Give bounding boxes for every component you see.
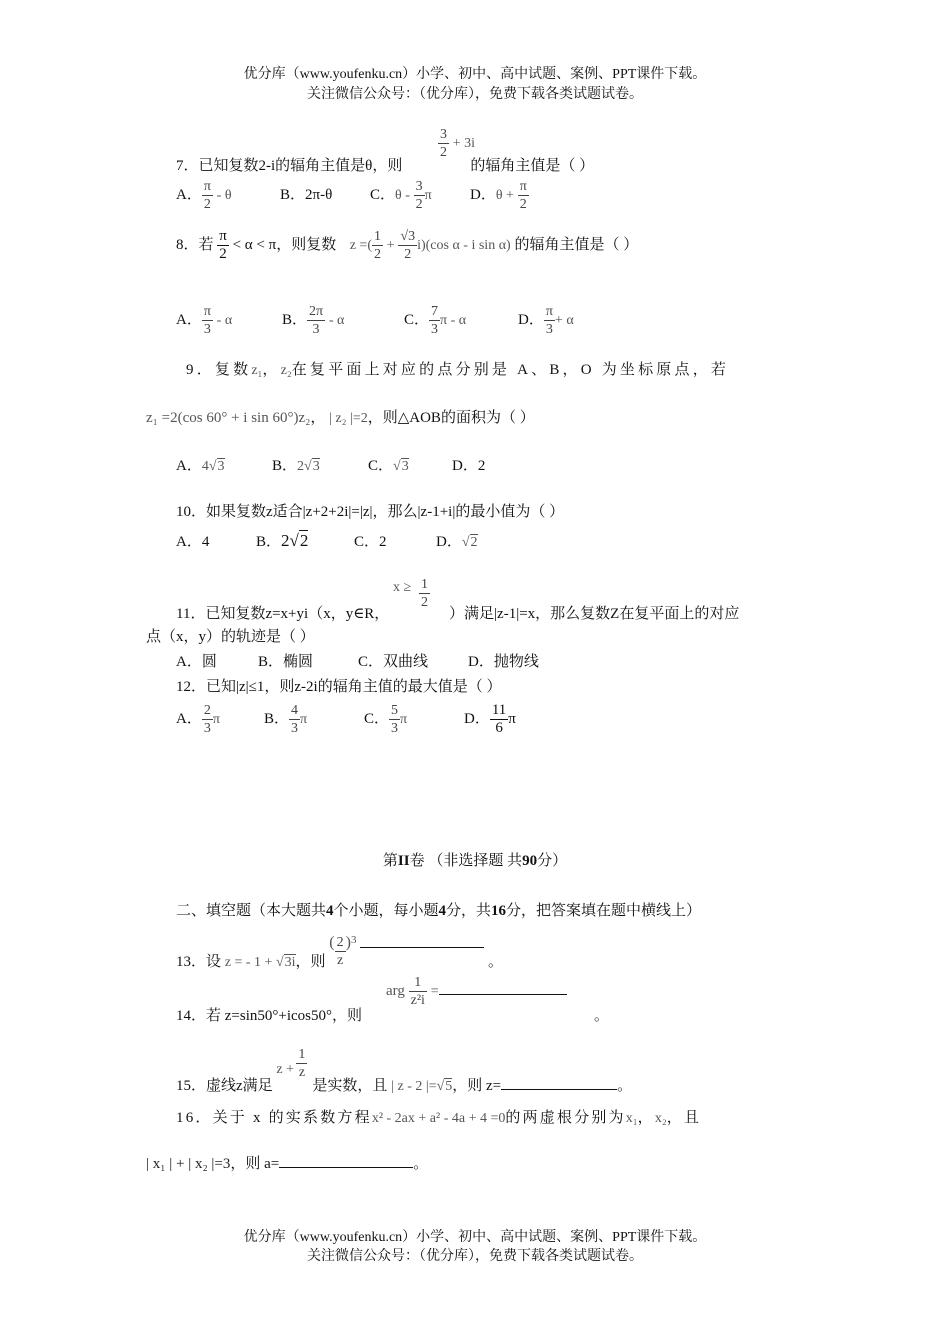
q12-stem: 12．已知|z|≤1，则z-2i的辐角主值的最大值是（ ）	[176, 679, 502, 695]
q9-options	[176, 454, 485, 475]
q14-expression: arg $\frac{1}{\text{z²i}}$ =	[386, 974, 567, 1009]
header-line-2: 关注微信公众号：（优分库），免费下载各类试题试卷。	[307, 87, 643, 102]
q13: 13．设 z = - 1 + √3i，则 ( $\frac{2}{z}$ )$^3$ 。	[176, 934, 503, 970]
q10-option-d: D．√2	[436, 534, 478, 550]
fill-in-instructions: 二、填空题（本大题共4个小题，每小题4分，共16分，把答案填在题中横线上）	[176, 903, 702, 919]
q8-options	[176, 303, 574, 338]
q12-options	[176, 702, 516, 737]
q8-option-b: B． $\frac{2\pi}{3}$ - α	[282, 304, 345, 337]
q9-stem-line-2: z₁ =2(cos 60° + i sin 60°)z₂， | z₂ |=2，则△AOB的面积为（ ）	[146, 410, 535, 426]
q11-option-a: A．圆	[176, 654, 217, 670]
footer-line-1: 优分库（www.youfenku.cn）小学、初中、高中试题、案例、PPT课件下载。	[243, 1230, 707, 1245]
q7-option-a: A． $\frac{\pi}{2}$ - θ	[176, 179, 232, 212]
q14-label: 14．若 z=sin50°+icos50°，则	[176, 1008, 362, 1024]
q8-option-a: A． $\frac{\pi}{3}$ - α	[176, 304, 233, 337]
q9-option-d: D．2	[452, 458, 486, 474]
q11-stem-line-2: 点（x，y）的轨迹是（ ）	[146, 629, 315, 645]
q7-fraction-expression: $\frac{3}{2}$ + 3i	[440, 127, 476, 160]
q10-option-b: B．2√2	[256, 531, 309, 550]
q14-answer-blank[interactable]	[439, 980, 567, 995]
q11-option-c: C．双曲线	[358, 654, 429, 670]
q9-option-c: C．√3	[368, 458, 409, 474]
q11-option-b: B．椭圆	[258, 654, 314, 670]
q7-options	[176, 178, 529, 213]
q7-option-c: C．θ - $\frac{3}{2}$ π	[370, 179, 432, 212]
q12-option-c: C． $\frac{5}{3}$ π	[364, 703, 408, 736]
q10-option-c: C．2	[354, 534, 387, 550]
q7-stem: 7．已知复数2-i的辐角主值是θ，则 的辐角主值是（ ）	[176, 158, 595, 174]
header-line-1: 优分库（www.youfenku.cn）小学、初中、高中试题、案例、PPT课件下载。	[243, 67, 707, 82]
q9-option-a: A．4√3	[176, 458, 225, 474]
q10-option-a: A．4	[176, 534, 210, 550]
q16-line-2: | x₁ | + | x₂ |=3，则 a= 。	[146, 1152, 428, 1173]
q8-option-d: D． $\frac{\pi}{3}$ + α	[518, 304, 574, 337]
q12-option-b: B． $\frac{4}{3}$ π	[264, 703, 308, 736]
q12-option-d: D． $\frac{11}{6}$ π	[464, 702, 516, 736]
q11-option-d: D．抛物线	[468, 654, 539, 670]
q7-option-d: D．θ + $\frac{\pi}{2}$	[470, 179, 527, 212]
q9-option-b: B．2√3	[272, 458, 320, 474]
q16-answer-blank[interactable]	[279, 1153, 413, 1168]
q14-end: 。	[594, 1008, 610, 1024]
q16-line-1: 16．关于 x 的实系数方程x² - 2ax + a² - 4a + 4 =0的两虚根分别为x₁，x₂，且	[176, 1110, 702, 1126]
q15-answer-blank[interactable]	[501, 1075, 617, 1090]
q10-options	[176, 530, 478, 551]
q11-options	[176, 650, 539, 671]
q12-option-a: A． $\frac{2}{3}$ π	[176, 703, 220, 736]
q13-answer-blank[interactable]	[360, 933, 484, 948]
q8-option-c: C． $\frac{7}{3}$ π - α	[404, 304, 467, 337]
q10-stem: 10．如果复数z适合|z+2+2i|=|z|，那么|z-1+i|的最小值为（ ）	[176, 504, 565, 520]
q15: 15．虚线z满足 z + $\frac{1}{z}$ 是实数，且 | z - 2 |=√5，则 z= 。	[176, 1047, 633, 1094]
footer-line-2: 关注微信公众号：（优分库），免费下载各类试题试卷。	[307, 1249, 643, 1264]
q11-stem-line-1: 11．已知复数z=x+yi（x，y∈R， x ≥ $\frac{1}{2}$ ）满足|z-1|=x，那么复数Z在复平面上的对应	[176, 577, 740, 622]
section-2-title: 第II卷 （非选择题 共90分）	[382, 853, 568, 869]
q8-stem: 8．若 $\frac{\pi}{2}$ < α < π，则复数 z =( $\frac{1}{2}$ + $\frac{√3}{2}$ i)(cos α - i sin α) 的辐角主值是（ ）	[176, 228, 639, 262]
q9-stem-line-1: 9．复数z₁，z₂在复平面上对应的点分别是 A、B，O 为坐标原点，若	[186, 362, 730, 378]
q7-option-b: B．2π-θ	[280, 186, 333, 203]
